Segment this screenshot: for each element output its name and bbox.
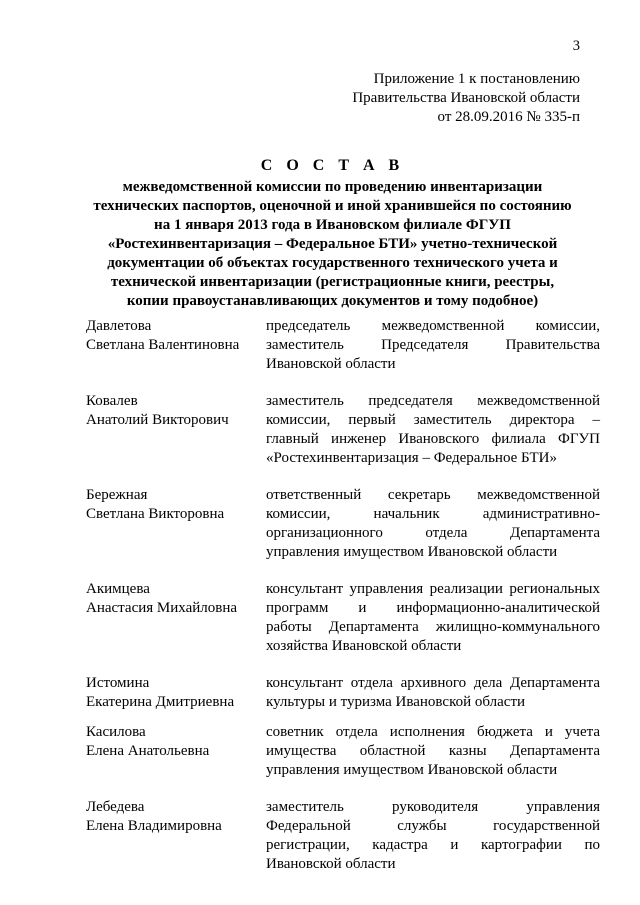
appendix-line: от 28.09.2016 № 335-п bbox=[437, 109, 580, 125]
member-given-name: Светлана Валентиновна bbox=[86, 337, 240, 353]
appendix-line: Приложение 1 к постановлению bbox=[373, 71, 580, 87]
member-entry bbox=[86, 580, 600, 656]
member-entry bbox=[86, 798, 600, 874]
member-entry bbox=[86, 392, 600, 468]
role-line: «Ростехинвентаризация – Федеральное БТИ» bbox=[266, 450, 557, 466]
role-line: программ и информационно-аналитической bbox=[266, 600, 600, 616]
title-line: документации об объектах государственного технического учета и bbox=[107, 255, 558, 271]
role-line: Ивановской области bbox=[266, 356, 396, 372]
member-name bbox=[86, 798, 266, 874]
member-role bbox=[266, 674, 600, 712]
page-number: 3 bbox=[572, 38, 580, 54]
member-role bbox=[266, 317, 600, 374]
member-role bbox=[266, 580, 600, 656]
member-given-name: Анастасия Михайловна bbox=[86, 600, 238, 616]
role-line: Ивановской области bbox=[266, 856, 396, 872]
member-entry bbox=[86, 674, 600, 712]
member-surname: Касилова bbox=[86, 724, 146, 740]
title-line: на 1 января 2013 года в Ивановском филиале ФГУП bbox=[154, 217, 511, 233]
role-line: советник отдела исполнения бюджета и учета bbox=[266, 724, 600, 740]
member-surname: Акимцева bbox=[86, 581, 150, 597]
member-given-name: Светлана Викторовна bbox=[86, 506, 225, 522]
role-line: председатель межведомственной комиссии, bbox=[266, 318, 600, 334]
role-line: хозяйства Ивановской области bbox=[266, 638, 462, 654]
title-line: технической инвентаризации (регистрационные книги, реестры, bbox=[110, 274, 555, 290]
title-line: технических паспортов, оценочной и иной хранившейся по состоянию bbox=[93, 198, 572, 214]
role-line: заместитель председателя межведомственной bbox=[266, 393, 600, 409]
role-line: заместитель руководителя управления bbox=[266, 799, 600, 815]
role-line: работы Департамента жилищно-коммунального bbox=[266, 619, 600, 635]
member-surname: Истомина bbox=[86, 675, 150, 691]
member-role bbox=[266, 486, 600, 562]
title-subtitle bbox=[60, 178, 605, 311]
role-line: организационного отдела Департамента bbox=[266, 525, 600, 541]
role-line: заместитель Председателя Правительства bbox=[266, 337, 600, 353]
member-name bbox=[86, 723, 266, 780]
role-line: комиссии, первый заместитель директора – bbox=[266, 412, 600, 428]
role-line: культуры и туризма Ивановской области bbox=[266, 694, 526, 710]
role-line: консультант управления реализации региональных bbox=[266, 581, 600, 597]
member-name bbox=[86, 580, 266, 656]
member-role bbox=[266, 798, 600, 874]
member-surname: Ковалев bbox=[86, 393, 138, 409]
members-list bbox=[86, 317, 600, 874]
role-line: управления имуществом Ивановской области bbox=[266, 544, 558, 560]
title-line: «Ростехинвентаризация – Федеральное БТИ» учетно-технической bbox=[107, 236, 558, 252]
member-entry bbox=[86, 723, 600, 780]
role-line: комиссии, начальник административно- bbox=[266, 506, 600, 522]
member-name bbox=[86, 486, 266, 562]
member-entry bbox=[86, 317, 600, 374]
member-name bbox=[86, 674, 266, 712]
role-line: Федеральной службы государственной bbox=[266, 818, 600, 834]
title-line: копии правоустанавливающих документов и тому подобное) bbox=[126, 293, 539, 309]
member-surname: Давлетова bbox=[86, 318, 152, 334]
member-name bbox=[86, 392, 266, 468]
appendix-reference bbox=[352, 70, 580, 127]
member-given-name: Екатерина Дмитриевна bbox=[86, 694, 235, 710]
member-role bbox=[266, 392, 600, 468]
appendix-line: Правительства Ивановской области bbox=[352, 90, 580, 106]
role-line: главный инженер Ивановского филиала ФГУП bbox=[266, 431, 600, 447]
member-surname: Бережная bbox=[86, 487, 148, 503]
member-name bbox=[86, 317, 266, 374]
member-entry bbox=[86, 486, 600, 562]
role-line: консультант отдела архивного дела Департамента bbox=[266, 675, 600, 691]
member-surname: Лебедева bbox=[86, 799, 145, 815]
title-heading: С О С Т А В bbox=[260, 157, 405, 174]
document-title bbox=[60, 156, 605, 311]
role-line: имущества областной казны Департамента bbox=[266, 743, 600, 759]
member-given-name: Елена Анатольевна bbox=[86, 743, 210, 759]
member-given-name: Анатолий Викторович bbox=[86, 412, 229, 428]
title-line: межведомственной комиссии по проведению инвентаризации bbox=[122, 179, 543, 195]
role-line: регистрации, кадастра и картографии по bbox=[266, 837, 600, 853]
role-line: ответственный секретарь межведомственной bbox=[266, 487, 600, 503]
member-given-name: Елена Владимировна bbox=[86, 818, 222, 834]
member-role bbox=[266, 723, 600, 780]
role-line: управления имуществом Ивановской области bbox=[266, 762, 558, 778]
